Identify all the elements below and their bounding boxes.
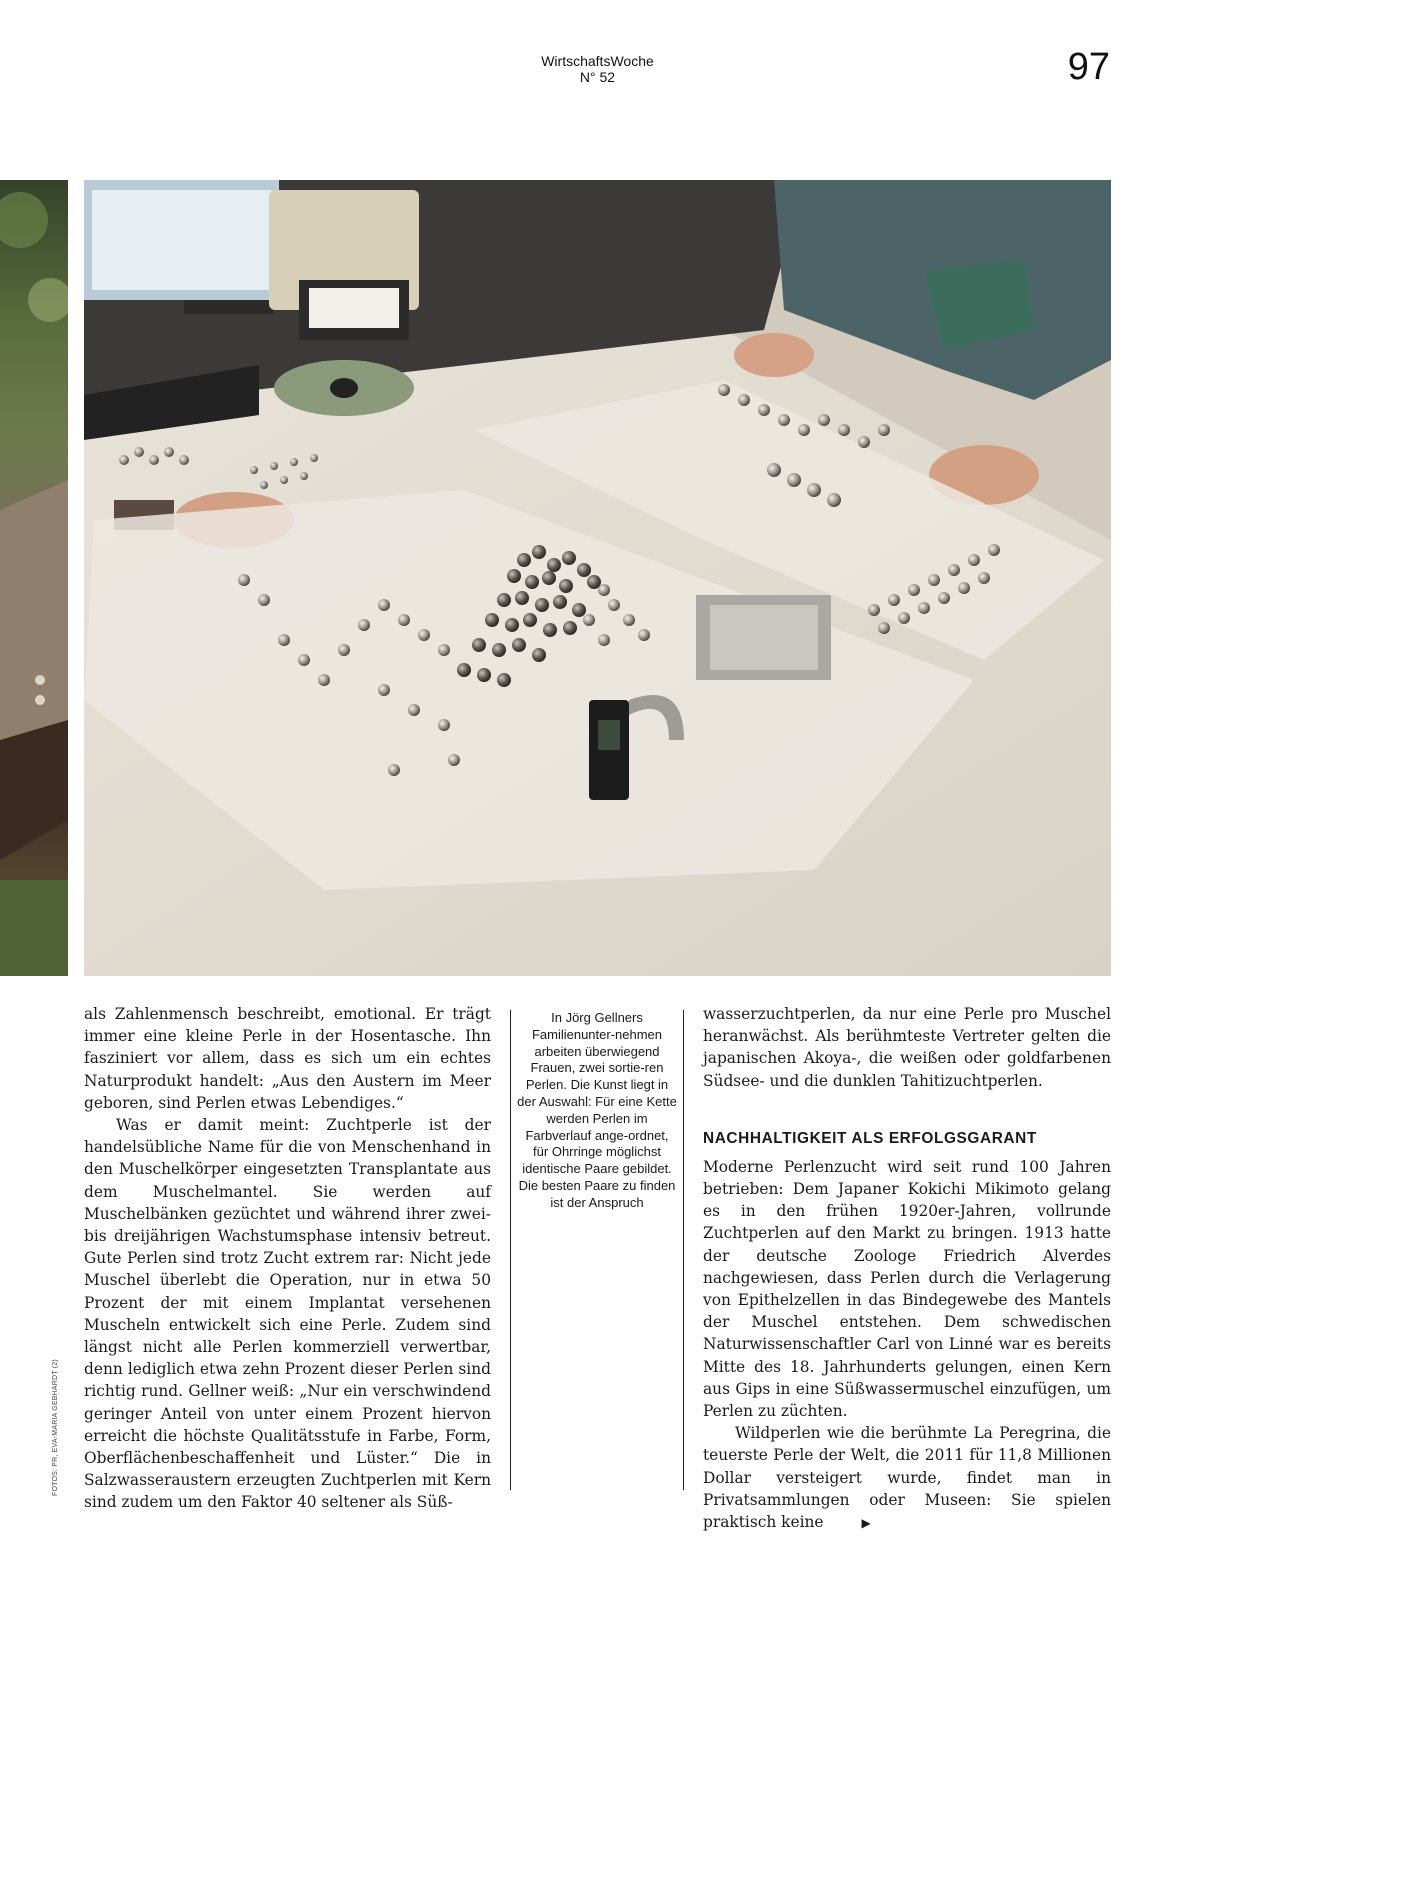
section-heading: NACHHALTIGKEIT ALS ERFOLGSGARANT <box>703 1129 1037 1147</box>
issue-number: N° 52 <box>579 69 616 85</box>
photo-caption: In Jörg Gellners Familienunter-nehmen arbeiten überwiegend Frauen, zwei sortie-ren Perlen. Die Kunst liegt in der Auswahl: Für eine Kette werden Perlen im Farbverlauf ange-ordnet, für Ohrringe möglichst identische Paare gebildet. Die besten Paare zu finden ist der Anspruch <box>510 1010 684 1490</box>
page-number: 97 <box>1067 46 1110 88</box>
right-paragraph: Moderne Perlenzucht wird seit rund 100 Jahren betrieben: Dem Japaner Kokichi Mikimoto gelang es in den frühen 1920er-Jahren, vollrunde Zuchtperlen auf den Markt zu bringen. 1913 hatte der deutsche Zoologe Friedrich Alverdes nachgewiesen, dass Perlen durch die Verlagerung von Epithelzellen in das Bindegewebe des Mantels der Muschel entstehen. Dem schwedischen Naturwissenschaftler Carl von Linné war es bereits Mitte des 18. Jahrhunderts gelungen, einen Kern aus Gips in eine Süßwassermuschel einzufügen, um Perlen zu züchten. <box>703 1157 1111 1421</box>
pearl-sorting-photo <box>84 180 1111 976</box>
left-paragraph: Was er damit meint: Zuchtperle ist der handelsübliche Name für die von Menschenhand in den Muschelkörper eingesetzten Transplantate aus dem Muschelmantel. Sie werden auf Muschelbänken gezüchtet und während ihrer zwei- bis dreijährigen Wachstumsphase intensiv betreut. Gute Perlen sind trotz Zucht extrem rar: Nicht jede Muschel überlebt die Operation, nur in etwa 50 Prozent der mit einem Implantat versehenen Muscheln entwickelt sich eine Perle. Zudem sind längst nicht alle Perlen kommerziell verwertbar, denn lediglich etwa zehn Prozent dieser Perlen sind richtig rund. Gellner weiß: „Nur ein verschwindend geringer Anteil von unter einem Prozent hiervon erreicht die höchste Qualitätsstufe in Farbe, Form, Oberflächenbeschaffenheit und Lüster.“ Die in Salzwasseraustern erzeugten Zuchtperlen mit Kern sind zudem um den Faktor 40 seltener als Süß- <box>84 1116 491 1512</box>
photo-credit: FOTOS: PR, EVA-MARIA GEBHARDT (2) <box>52 1359 59 1496</box>
left-photo-strip <box>0 180 68 976</box>
publication-header <box>480 53 715 85</box>
publication-name: WirtschaftsWoche <box>541 53 654 69</box>
continue-arrow-icon: ▶ <box>861 1516 871 1531</box>
article-right-column <box>703 1003 1111 1534</box>
article-left-column <box>84 1003 491 1514</box>
left-paragraph: als Zahlenmensch beschreibt, emotional. Er trägt immer eine kleine Perle in der Hosentasche. Ihn fasziniert vor allem, dass es sich um ein echtes Naturprodukt handelt: „Aus den Austern im Meer geboren, sind Perlen etwas Lebendiges.“ <box>84 1005 491 1112</box>
right-paragraph-text: Wildperlen wie die berühmte La Peregrina, die teuerste Perle der Welt, die 2011 für 11,8 Millionen Dollar versteigert wurde, findet man in Privatsammlungen oder Museen: Sie spielen praktisch keine <box>703 1424 1111 1532</box>
right-paragraph-last <box>703 1422 1111 1534</box>
right-paragraph-intro: wasserzuchtperlen, da nur eine Perle pro Muschel heranwächst. Als berühmteste Vertreter gelten die japanischen Akoya-, die weißen oder goldfarbenen Südsee- und die dunklen Tahitizuchtperlen. <box>703 1005 1111 1090</box>
